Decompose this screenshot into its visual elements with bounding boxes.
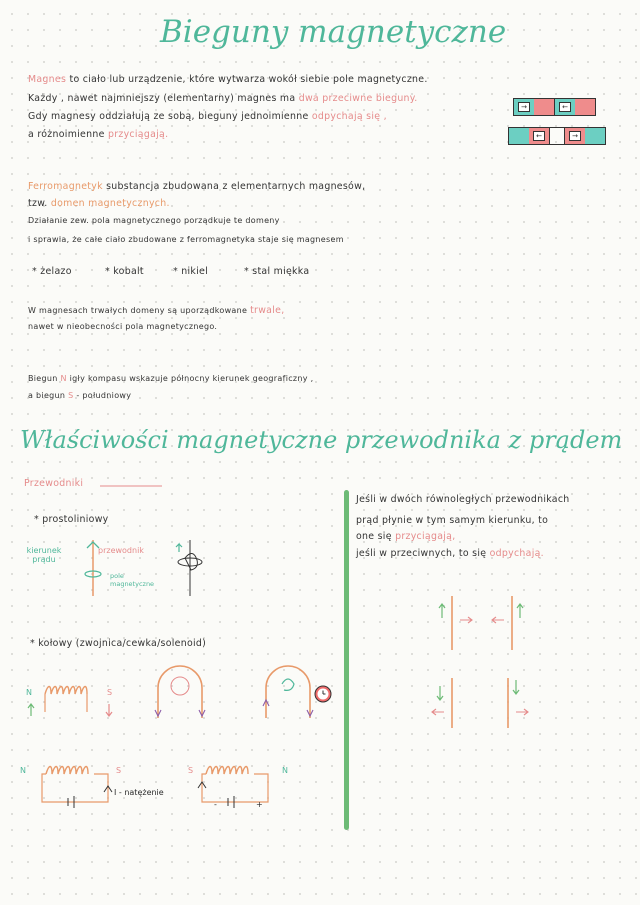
battery-plus: + (256, 800, 263, 809)
parallel-line-4 (356, 548, 544, 559)
circular-loop-1 (150, 658, 210, 724)
arrow-left-icon: ← (533, 131, 545, 141)
ferro-text-1: substancja zbudowana z elementarnych magnesów, (106, 181, 366, 192)
magnet-pole-teal (555, 99, 575, 115)
column-divider (344, 490, 349, 830)
przewodniki-label: Przewodniki (24, 478, 84, 489)
domains-line-2: nawet w nieobecności pola magnetycznego. (28, 322, 218, 331)
parallel-line-2: prąd płynie w tym samym kierunku, to (356, 515, 549, 526)
intro-text-2: Każdy , nawet najmniejszy (elementarny) magnes ma (28, 93, 296, 104)
compass-text-1c: igły kompasu wskazuje północny kierunek geograficzny , (69, 374, 314, 383)
domains-text-1: W magnesach trwałych domeny są uporządkowane (28, 306, 248, 315)
domains-line-1 (28, 305, 284, 316)
magnet-pair-attract (513, 98, 596, 116)
magnet-pole-red (575, 99, 595, 115)
ferro-line-1 (28, 181, 365, 192)
przewodnik-label: przewodnik (98, 546, 144, 555)
pole-label: pole magnetyczne (110, 572, 155, 588)
ferro-line-2 (28, 198, 170, 209)
arrow-right-icon: → (518, 102, 530, 112)
pole-n-label: N (60, 374, 67, 383)
sol-b-n: N (282, 766, 288, 775)
intro-text-1: to ciało lub urządzenie, które wytwarza wokół siebie pole magnetyczne. (69, 74, 428, 85)
magnet-pole-red (534, 99, 555, 115)
arrow-right-icon: → (569, 131, 581, 141)
parallel-text-4: jeśli w przeciwnych, to się (356, 548, 487, 559)
battery-minus: - (214, 800, 217, 809)
parallel-line-3 (356, 531, 455, 542)
heading-underline (100, 484, 170, 488)
compass-text-2a: a biegun (28, 391, 66, 400)
intro-line-3 (28, 111, 387, 122)
sol-a-s: S (116, 766, 122, 775)
magnet-pole-red (529, 128, 550, 144)
term-trwale: trwale, (250, 305, 285, 316)
ferro-item-iron: * żelazo (32, 266, 72, 277)
term-odpychaja: odpychają. (489, 548, 544, 559)
natezenie-label: I - natężenie (114, 788, 164, 797)
ferro-line-3: Działanie zew. pola magnetycznego porządkuje te domeny (28, 216, 280, 225)
term-attract: przyciągają. (107, 129, 169, 140)
parallel-text-3: one się (356, 531, 392, 542)
compass-text-1a: Biegun (28, 374, 58, 383)
solenoid-circuit-a (38, 758, 118, 808)
section-title-2: Właściwości magnetyczne przewodnika z prądem (20, 426, 623, 454)
ferro-line-4: i sprawia, że całe ciało zbudowane z ferromagnetyka staje się magnesem (28, 235, 344, 244)
intro-line-1 (28, 74, 428, 85)
compass-line-2 (28, 391, 131, 400)
parallel-repel-drawing (422, 676, 532, 732)
term-repel: odpychają się , (311, 111, 387, 122)
compass-line-1 (28, 374, 314, 383)
sol-b-s: S (188, 766, 194, 775)
ferro-text-2: tzw. (28, 198, 48, 209)
solenoid-circuit-b (198, 758, 278, 808)
coil-label: * kołowy (zwojnica/cewka/solenoid) (30, 638, 207, 649)
intro-line-2 (28, 93, 418, 104)
magnet-pole-teal (509, 128, 529, 144)
pole-s-label: S (68, 391, 74, 400)
page-title: Bieguny magnetyczne (160, 14, 507, 50)
coil-1-n: N (26, 688, 32, 697)
ferro-item-steel: * stal miękka (244, 266, 310, 277)
term-domeny: domen magnetycznych. (50, 198, 170, 209)
magnet-pole-red (564, 128, 585, 144)
ferro-item-nickel: * nikiel (173, 266, 209, 277)
parallel-attract-drawing (430, 594, 530, 654)
straight-label: * prostoliniowy (34, 514, 109, 525)
przewodniki-heading (24, 478, 83, 489)
magnet-pole-teal (585, 128, 605, 144)
coil-1-s: S (107, 688, 113, 697)
solenoid-drawing (25, 680, 125, 720)
ferro-item-cobalt: * kobalt (105, 266, 144, 277)
term-ferromagnetyk: Ferromagnetyk (28, 181, 103, 192)
intro-text-3: Gdy magnesy oddziałują ze sobą, bieguny jednoimienne (28, 111, 309, 122)
parallel-line-1: Jeśli w dwóch równoległych przewodnikach (356, 494, 570, 505)
compass-text-2c: - południowy (76, 391, 132, 400)
alarm-clock-icon (312, 682, 334, 704)
magnet-pair-repel (508, 127, 606, 145)
intro-text-4: a różnoimienne (28, 129, 105, 140)
circular-loop-2 (258, 658, 318, 724)
magnet-pole-teal (514, 99, 534, 115)
straight-conductor-drawing (75, 538, 215, 598)
term-magnes: Magnes (28, 74, 67, 85)
term-przyciagaja: przyciągają, (395, 531, 456, 542)
intro-line-4 (28, 129, 168, 140)
sol-a-n: N (20, 766, 26, 775)
arrow-left-icon: ← (559, 102, 571, 112)
term-two-poles: dwa przeciwne bieguny. (298, 93, 418, 104)
kierunek-label: kierunek prądu (26, 546, 62, 564)
